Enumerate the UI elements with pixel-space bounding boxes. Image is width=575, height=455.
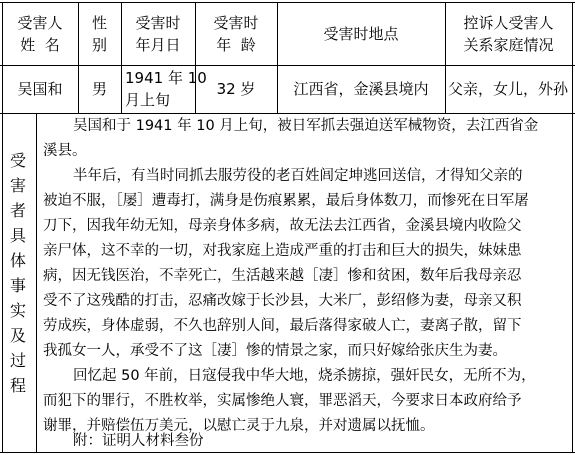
complainant-relation: 父亲，女儿，外孙: [448, 80, 569, 98]
text-line: 溪县。: [43, 143, 87, 159]
header-victim-place: [277, 2, 445, 65]
victim-date-line: 1941 年 10: [125, 69, 207, 87]
header-gender: [78, 2, 121, 65]
header-text: 关系家庭情况: [463, 35, 554, 54]
text-line: 谢罪，并赔偿伍万美元，以慰亡灵于九泉，并对遗属以抚恤。: [43, 418, 435, 434]
text-line: 刀下，因我年幼无知，母亲身体多病，故无法去江西省，金溪县境内收险父: [43, 218, 522, 234]
text-line: 受不了这残酷的打击，忍痛改嫁于长沙县，大米厂，彭绍修为妻，母亲又积: [43, 293, 522, 309]
facts-body: [37, 114, 572, 452]
victim-place: 江西省，金溪县境内: [293, 80, 429, 98]
side-label-char: 者: [9, 201, 26, 220]
header-text: 受害时: [213, 13, 259, 32]
side-label-char: 具: [9, 226, 26, 245]
gender-cell: [78, 65, 121, 113]
header-text: 年 龄: [216, 35, 256, 54]
text-line: 而犯下的罪行，不胜枚举，实属惨绝人寰，罪恶滔天，今要求日本政府给予: [43, 393, 522, 409]
age-cell: [195, 65, 277, 113]
side-label-char: 实: [9, 301, 26, 320]
header-text: 控诉人受害人: [463, 13, 554, 32]
attachment-note: 附：证明人材料叁份: [73, 433, 204, 449]
header-text: 受害人: [17, 13, 63, 32]
paragraph-1: [43, 114, 539, 164]
side-label-char: 受: [9, 151, 26, 170]
victim-age: 32 岁: [216, 80, 256, 98]
header-text: 年月日: [135, 35, 181, 54]
side-label-char: 事: [9, 276, 26, 295]
header-victim-age: [195, 2, 277, 65]
text-line: 病，因无钱医治，不幸死亡，生活越来越［凄］惨和贫困，数年后我母亲忍: [43, 268, 522, 284]
header-victim-date: [121, 2, 195, 65]
text-line: 我孤女一人，承受不了这［凄］惨的情景之家，而只好嫁给张庆生为妻。: [43, 343, 507, 359]
paragraph-attachment: [43, 429, 204, 454]
header-victim-name: [2, 2, 78, 65]
side-label-char: 过: [9, 351, 26, 370]
side-label-char: 程: [9, 376, 26, 395]
facts-section-label: [4, 148, 32, 398]
header-complainant: [445, 2, 572, 65]
header-text: 受害时: [135, 13, 181, 32]
header-text: 性: [91, 13, 107, 32]
side-label-char: 害: [9, 176, 26, 195]
text-line: 被迫不服，［屡］遭毒打，满身是伤痕累累，最后身体数刀，而惨死在日军屠: [43, 193, 529, 209]
paragraph-2: [43, 164, 529, 364]
text-line: 劳成疾，身体虚弱，不久也辞别人间，最后落得家破人亡，妻离子散，留下: [43, 318, 522, 334]
side-label-char: 及: [9, 326, 26, 345]
text-line: 吴国和于 1941 年 10 月上旬，被日军抓去强迫送军械物资，去江西省金: [73, 118, 539, 134]
place-cell: [277, 65, 445, 113]
header-text: 受害时地点: [323, 24, 399, 43]
header-text: 别: [91, 35, 107, 54]
date-cell: [121, 65, 207, 113]
relation-cell: [445, 65, 572, 113]
text-line: 半年后，有当时同抓去服劳役的老百姓闾定坤逃回送信，才得知父亲的: [73, 168, 523, 184]
table-right-border: [572, 2, 573, 453]
text-line: 回忆起 50 年前，日寇侵我中华大地，烧杀掳掠，强奸民女，无所不为，: [73, 368, 536, 384]
paragraph-3: [43, 364, 536, 439]
side-label-char: 体: [9, 251, 26, 270]
text-line: 亲尸体，这不幸的一切，对我家庭上造成严重的打击和巨大的损失，妹妹患: [43, 243, 522, 259]
header-text: 姓 名: [20, 35, 60, 54]
victim-gender: 男: [91, 80, 107, 98]
victim-name: 吴国和: [17, 80, 63, 98]
victim-name-cell: [2, 65, 78, 113]
victim-date-line: 月上旬: [125, 91, 171, 109]
